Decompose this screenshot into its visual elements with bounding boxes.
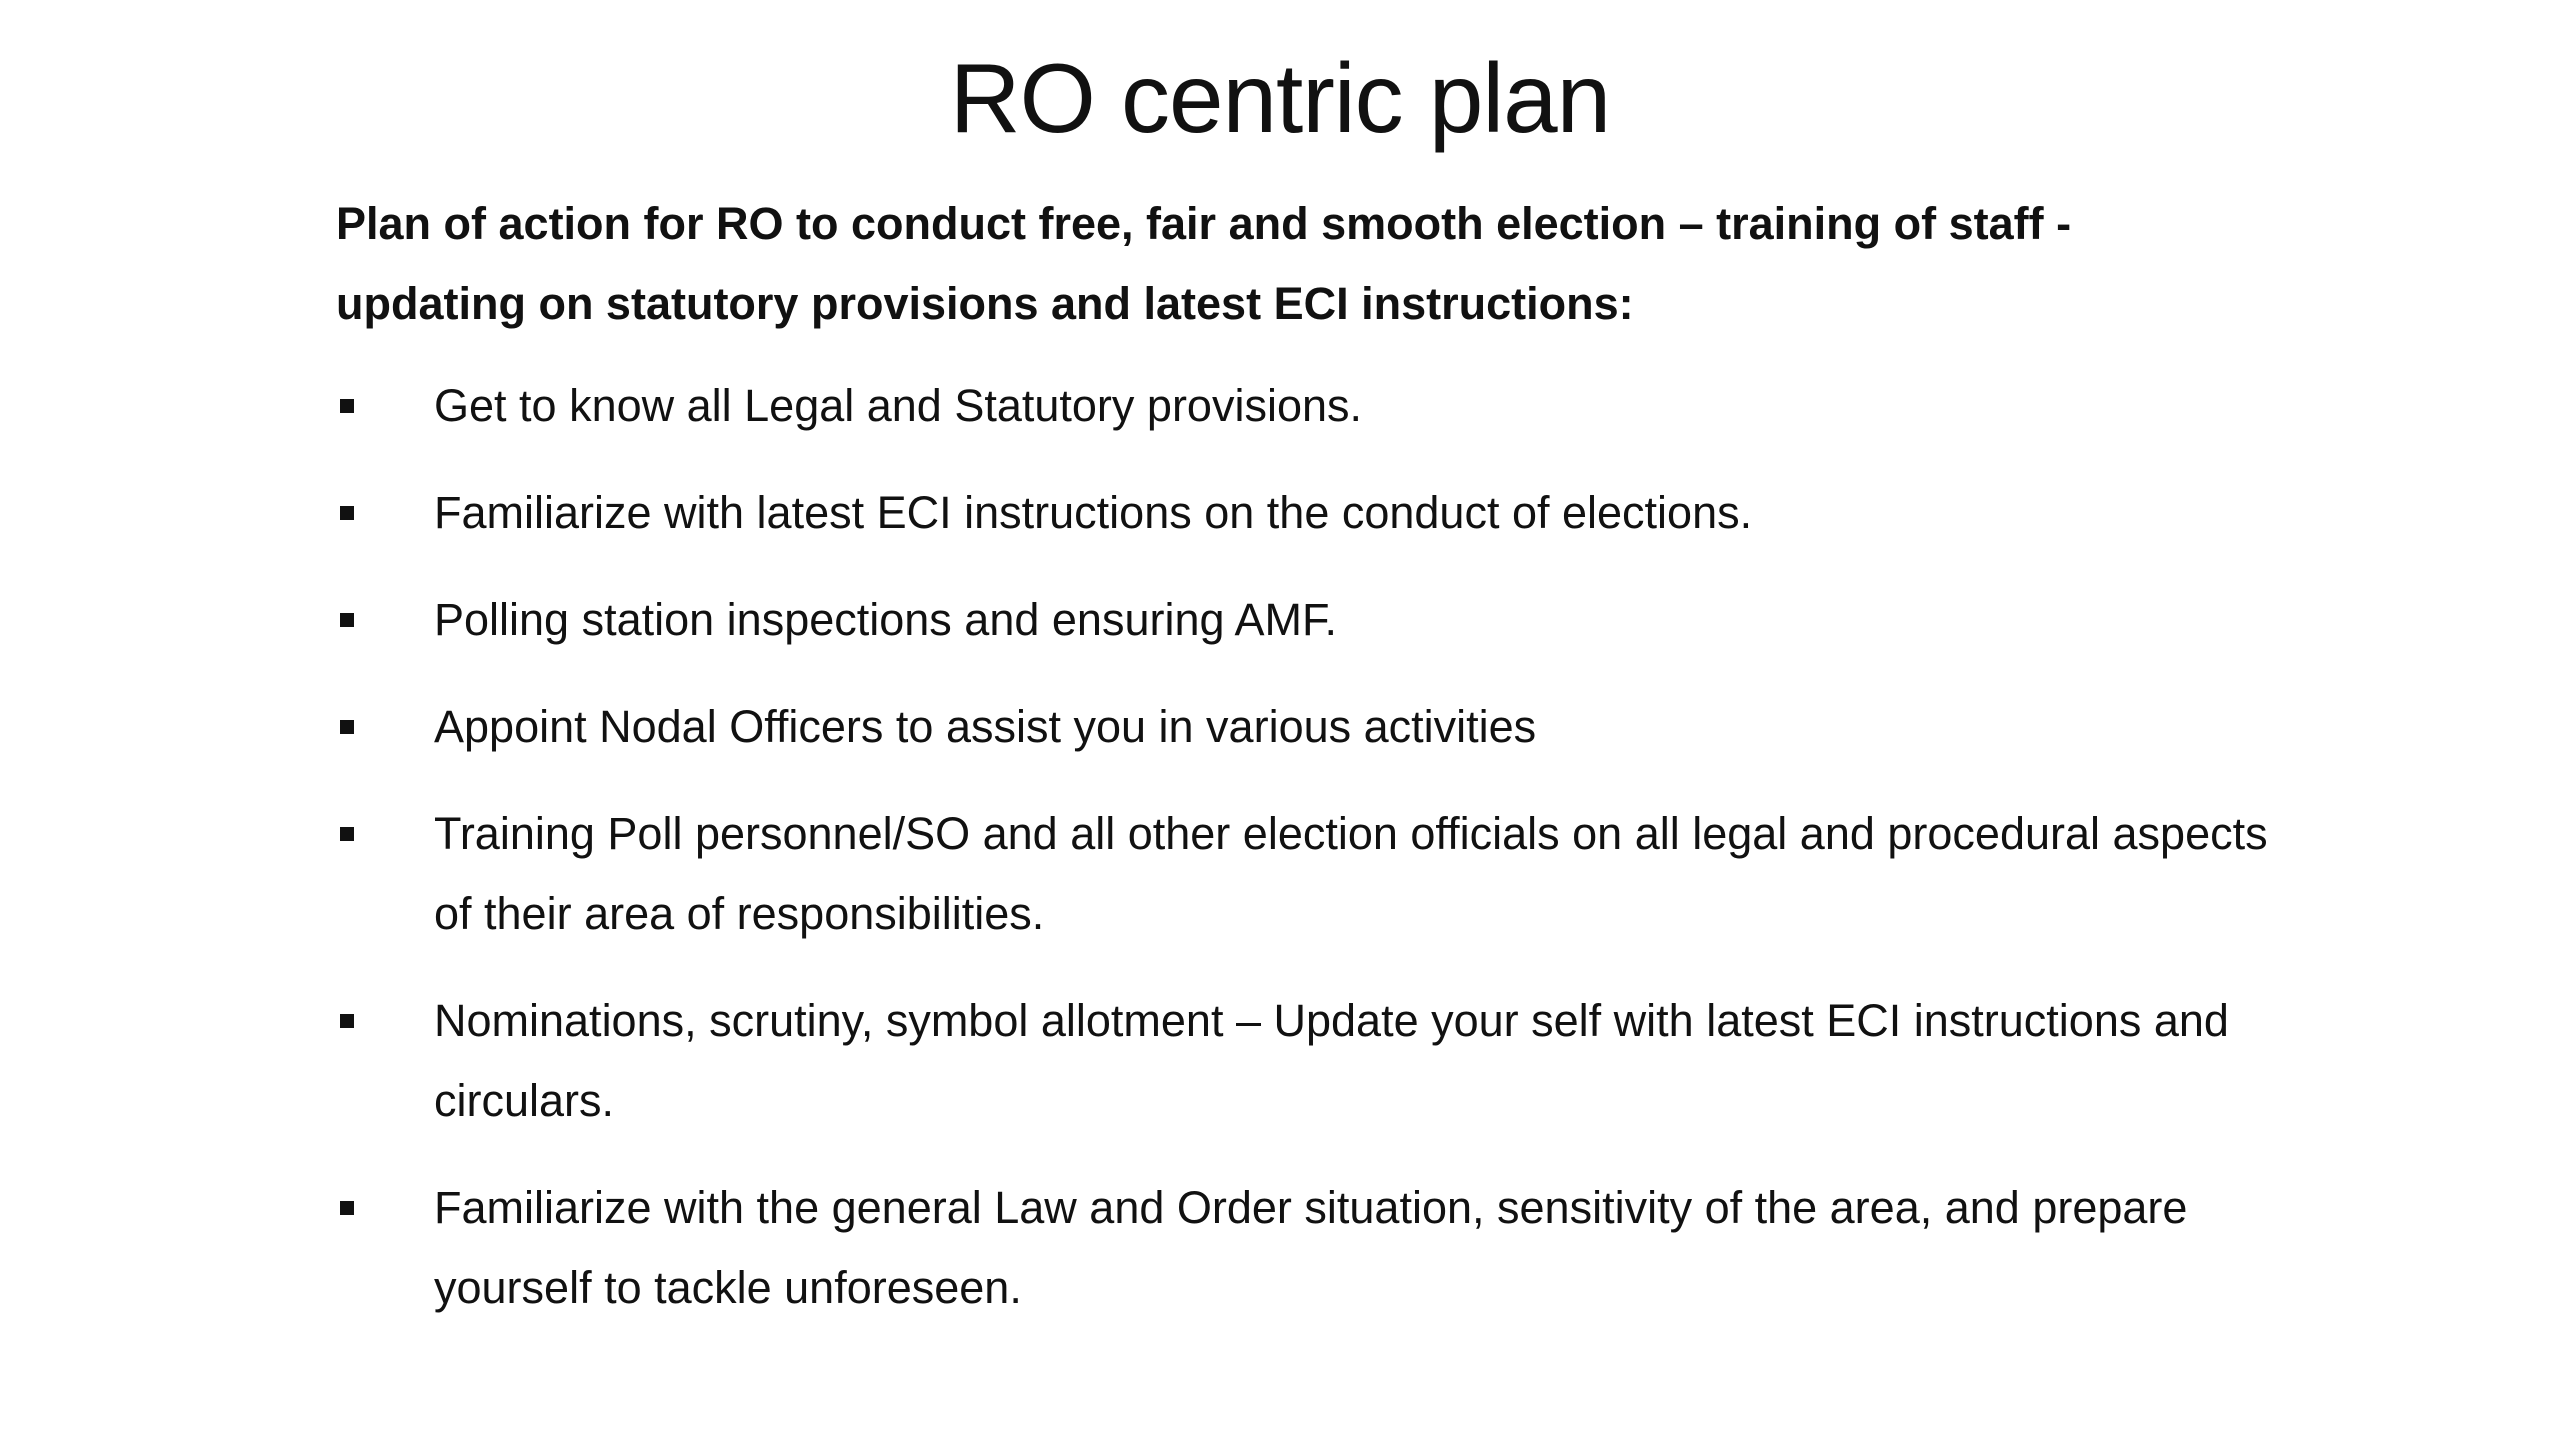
square-bullet-icon <box>340 613 354 627</box>
square-bullet-icon <box>340 1201 354 1215</box>
bullet-text: Appoint Nodal Officers to assist you in various activities <box>434 701 1537 752</box>
square-bullet-icon <box>340 399 354 413</box>
bullet-item <box>336 580 2296 660</box>
intro-text: Plan of action for RO to conduct free, fair and smooth election – training of staff -updating on statutory provisions and latest ECI instructions: <box>336 198 2072 329</box>
square-bullet-icon <box>340 720 354 734</box>
bullet-text: Polling station inspections and ensuring AMF. <box>434 594 1338 645</box>
bullet-item <box>336 366 2296 446</box>
bullet-item <box>336 473 2296 553</box>
bullet-text: Familiarize with latest ECI instructions on the conduct of elections. <box>434 487 1753 538</box>
bullet-item <box>336 981 2296 1141</box>
bullet-item <box>336 1168 2296 1328</box>
square-bullet-icon <box>340 827 354 841</box>
bullet-text: Get to know all Legal and Statutory provisions. <box>434 380 1363 431</box>
slide-title: RO centric plan <box>949 43 1611 153</box>
bullet-list <box>336 366 2296 1355</box>
bullet-text: Nominations, scrutiny, symbol allotment – Update your self with latest ECI instructions and circulars. <box>434 995 2229 1126</box>
bullet-item <box>336 794 2296 954</box>
bullet-text: Familiarize with the general Law and Order situation, sensitivity of the area, and prepare yourself to tackle unforeseen. <box>434 1182 2188 1313</box>
bullet-text: Training Poll personnel/SO and all other election officials on all legal and procedural aspects of their area of responsibilities. <box>434 808 2268 939</box>
bullet-item <box>336 687 2296 767</box>
square-bullet-icon <box>340 506 354 520</box>
square-bullet-icon <box>340 1014 354 1028</box>
